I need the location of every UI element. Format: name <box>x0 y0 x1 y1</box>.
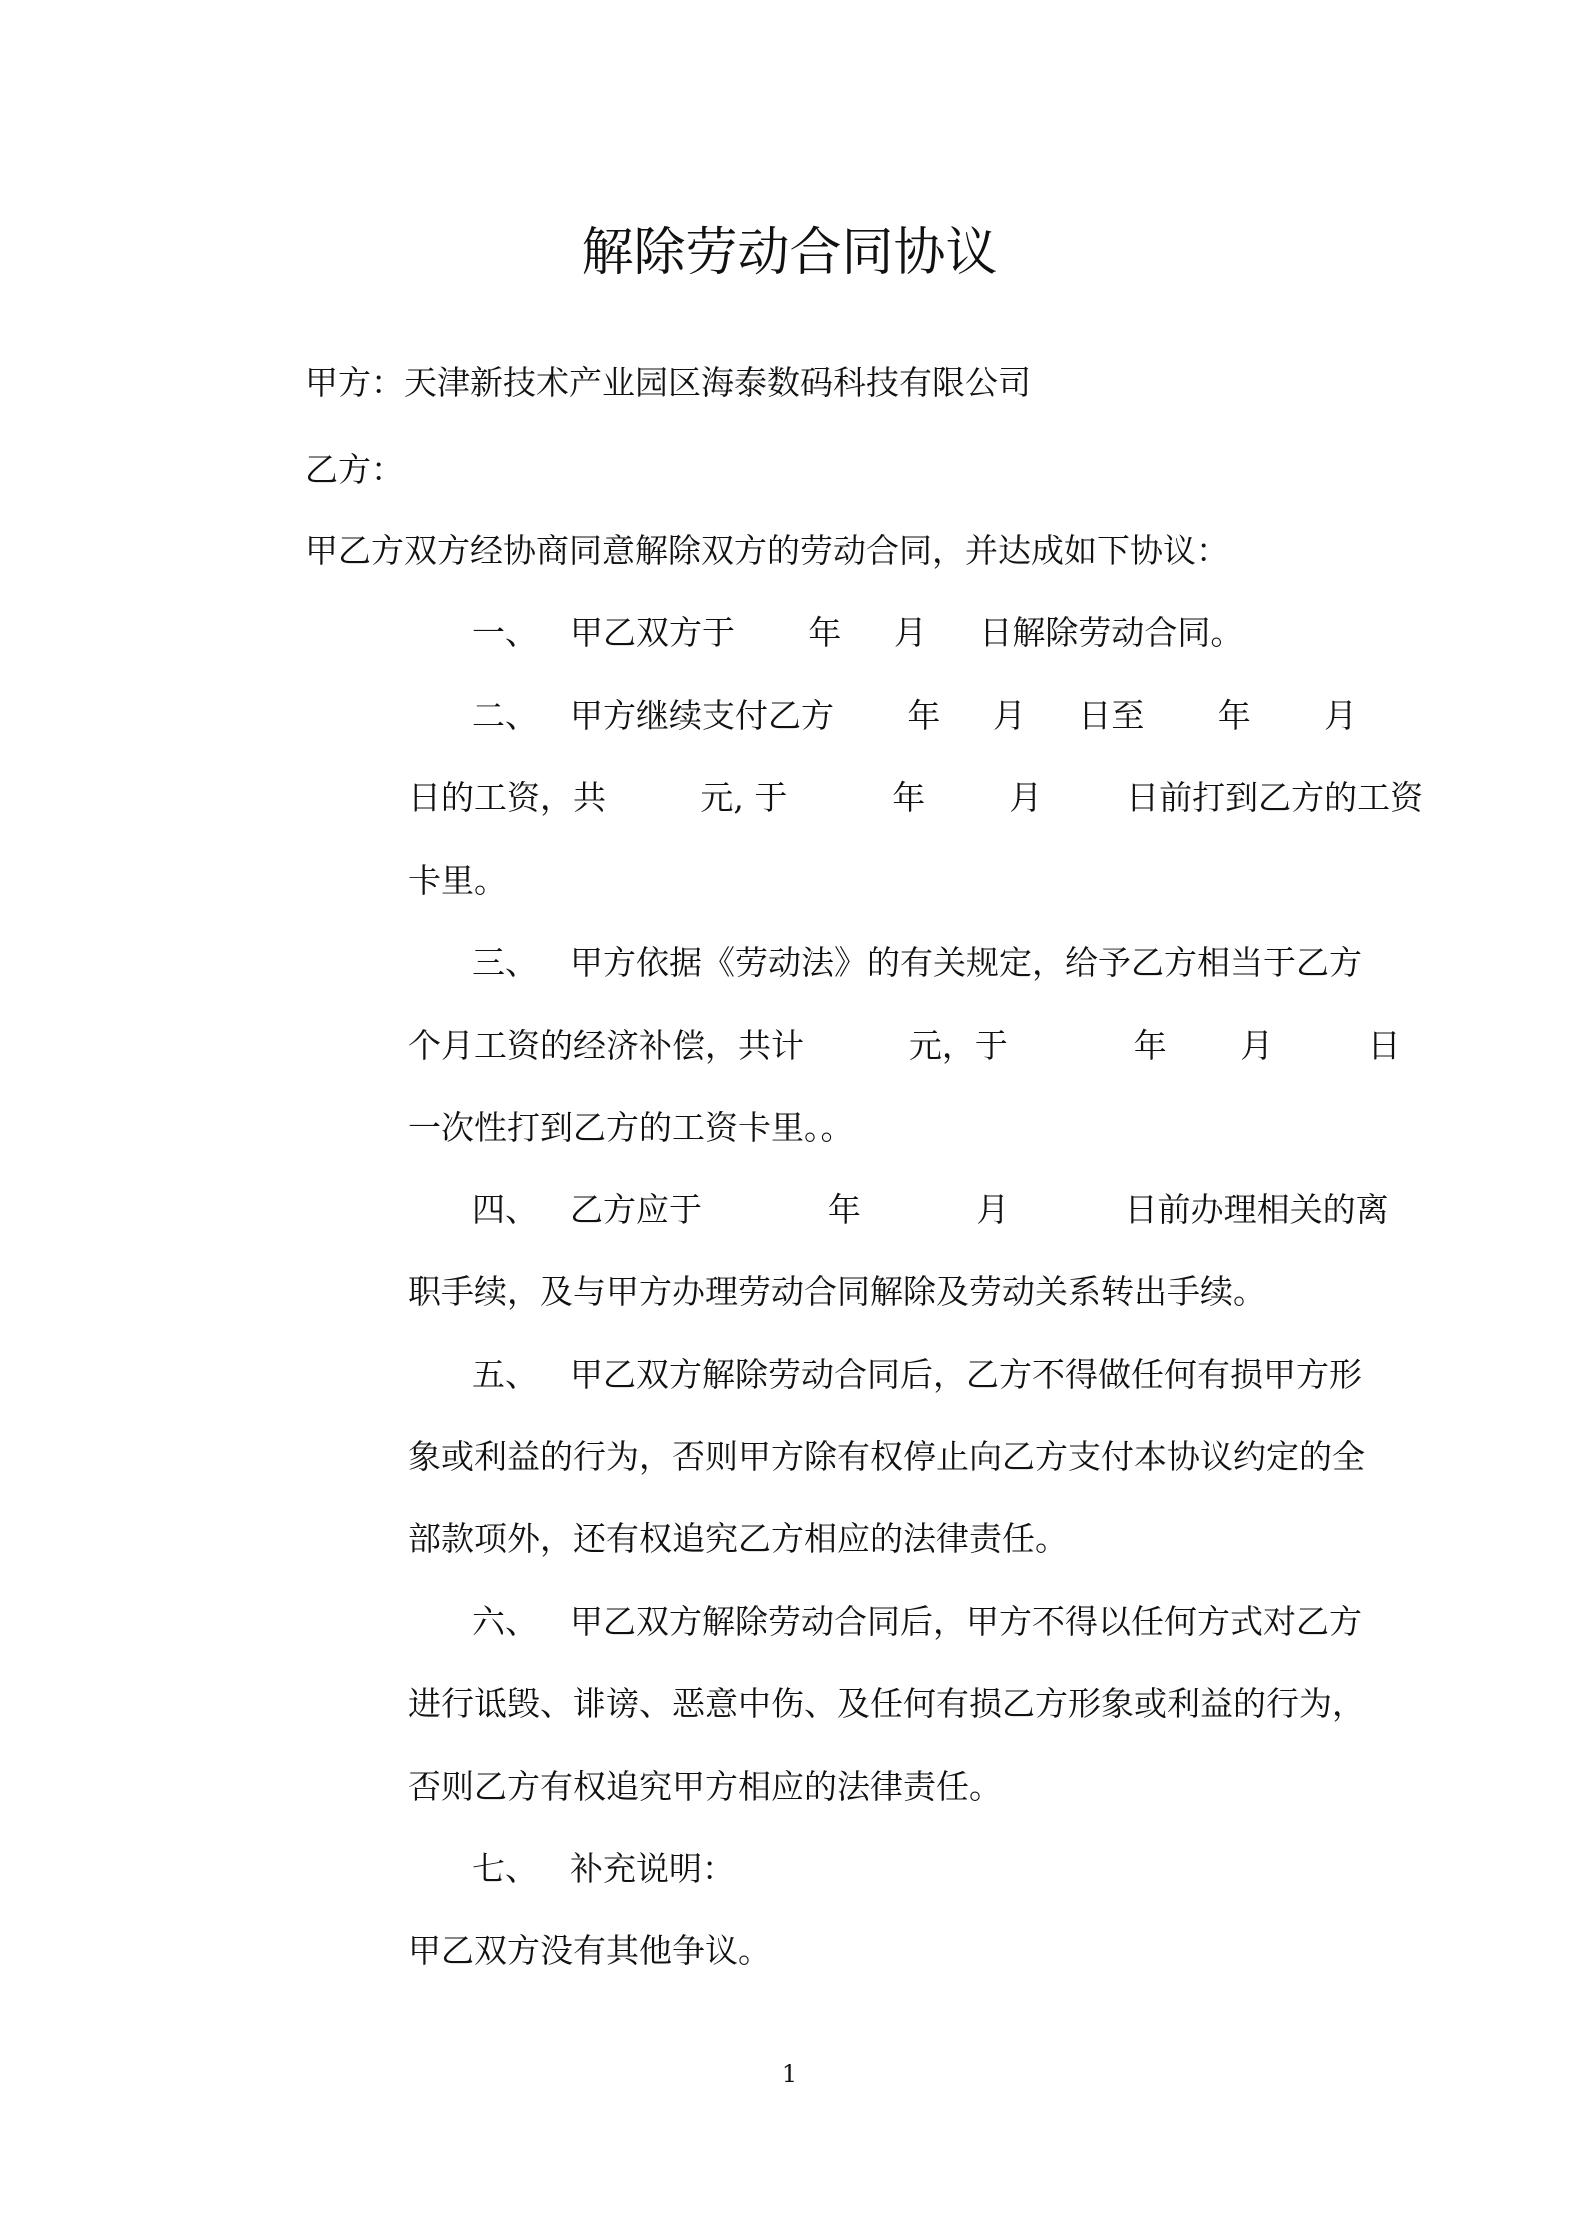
clause-number: 五、 <box>472 1355 538 1394</box>
page-number: 1 <box>781 2060 798 2088</box>
clause-number: 三、 <box>472 943 538 982</box>
clause-text: 部款项外，还有权追究乙方相应的法律责任。 <box>408 1519 1068 1558</box>
clause-text: 职手续，及与甲方办理劳动合同解除及劳动关系转出手续。 <box>408 1272 1266 1311</box>
clause-text: 个月工资的经济补偿，共计 元，于 年 月 日 <box>408 1026 1401 1065</box>
clause-text: 日的工资，共 元, 于 年 月 日前打到乙方的工资 <box>408 778 1424 817</box>
clause-number: 六、 <box>472 1602 538 1641</box>
clause-text: 甲乙双方于 年 月 日解除劳动合同。 <box>570 613 1244 652</box>
intro-line: 甲乙方双方经协商同意解除双方的劳动合同，并达成如下协议： <box>305 531 1229 570</box>
clause-text: 甲乙双方解除劳动合同后，甲方不得以任何方式对乙方 <box>570 1602 1362 1641</box>
clause-text: 甲方继续支付乙方 年 月 日至 年 月 <box>570 696 1358 735</box>
clause-text: 补充说明： <box>570 1849 735 1888</box>
clause-number: 二、 <box>472 696 538 735</box>
clause-text: 象或利益的行为，否则甲方除有权停止向乙方支付本协议约定的全 <box>408 1437 1365 1476</box>
clause-number: 七、 <box>472 1849 538 1888</box>
party-b-line: 乙方： <box>305 450 404 489</box>
clause-text: 进行诋毁、诽谤、恶意中伤、及任何有损乙方形象或利益的行为， <box>408 1684 1365 1723</box>
party-a-line: 甲方：天津新技术产业园区海泰数码科技有限公司 <box>305 363 1031 402</box>
clause-text: 一次性打到乙方的工资卡里。。 <box>408 1108 854 1147</box>
document-title: 解除劳动合同协议 <box>581 223 998 283</box>
clause-text: 甲乙双方解除劳动合同后，乙方不得做任何有损甲方形 <box>570 1355 1362 1394</box>
clause-text: 卡里。 <box>408 861 507 900</box>
clause-number: 四、 <box>472 1190 538 1229</box>
clause-text: 甲方依据《劳动法》的有关规定，给予乙方相当于乙方 <box>570 943 1362 982</box>
clause-number: 一、 <box>472 613 538 652</box>
clause-text: 乙方应于 年 月 日前办理相关的离 <box>570 1190 1389 1229</box>
closing-line: 甲乙双方没有其他争议。 <box>408 1931 771 1970</box>
clause-text: 否则乙方有权追究甲方相应的法律责任。 <box>408 1767 1002 1806</box>
